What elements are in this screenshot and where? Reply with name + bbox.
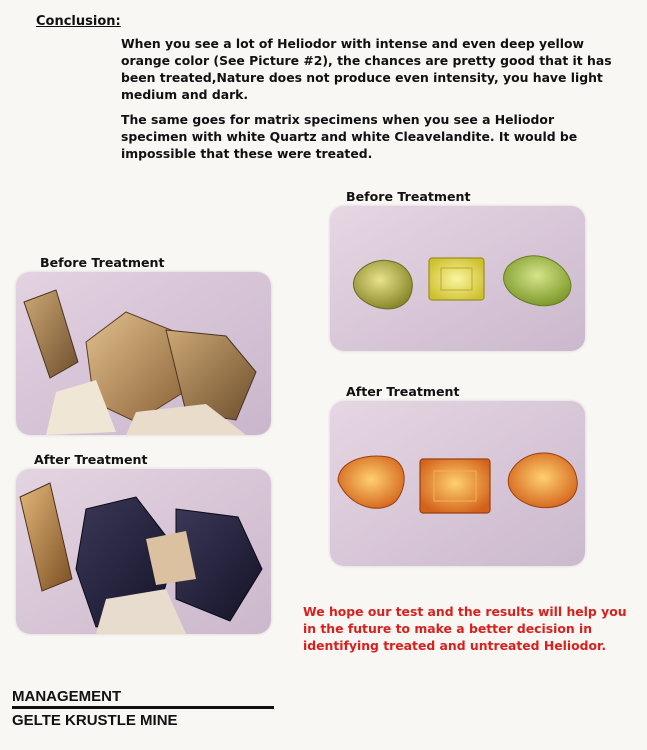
conclusion-paragraph-2: The same goes for matrix specimens when you see a Heliodor specimen with white Quartz and white Cleavelandite. It would be impossible that these were treated. [121,112,578,161]
gems-before-caption: Before Treatment [346,189,471,204]
gems-after-photo [330,401,585,566]
matrix-after-caption: After Treatment [34,452,148,467]
gems-after-caption: After Treatment [346,384,460,399]
closing-statement: We hope our test and the results will help you in the future to make a better decision in identifying treated and untreated Heliodor. [303,604,627,653]
matrix-before-caption: Before Treatment [40,255,165,270]
conclusion-heading: Conclusion: [36,14,121,29]
gems-before-photo [330,206,585,351]
matrix-before-photo [16,272,271,435]
matrix-after-photo [16,469,271,634]
management-label: MANAGEMENT [12,688,274,709]
mine-name: GELTE KRUSTLE MINE [12,712,178,729]
conclusion-paragraph-1: When you see a lot of Heliodor with intense and even deep yellow orange color (See Picture #2), the chances are pretty good that it has been treated,Nature does not produce even intensity, you have light medium and dark. [121,36,612,102]
